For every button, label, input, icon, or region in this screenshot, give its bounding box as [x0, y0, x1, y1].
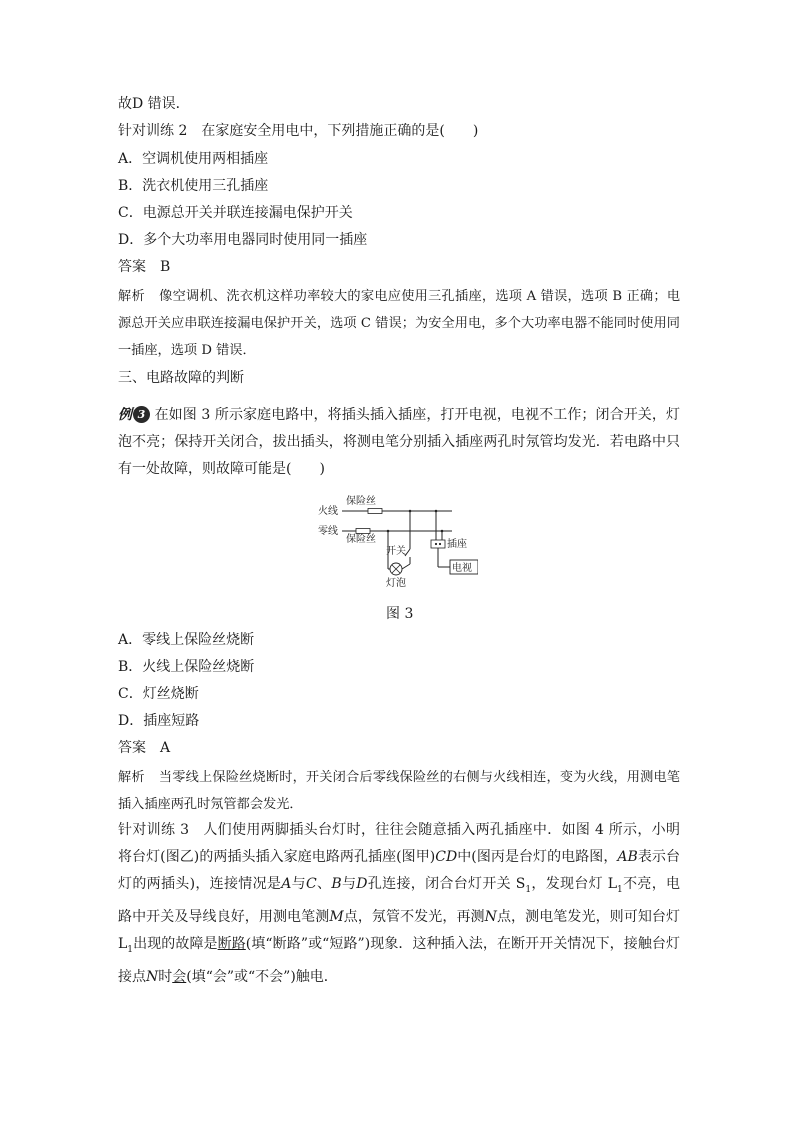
- text-run: 表示台灯的两插头)，连接情况是: [118, 849, 680, 892]
- neutral-wire-label: 零线: [318, 526, 338, 537]
- bulb-label: 灯泡: [386, 578, 406, 589]
- answer-line: [118, 738, 170, 758]
- italic-var: C: [306, 876, 317, 892]
- question-text: 在家庭安全用电中，下列措施正确的是( ): [201, 123, 479, 139]
- live-wire-label: 火线: [318, 506, 338, 517]
- answer-value: A: [160, 740, 171, 756]
- italic-var: D: [356, 876, 368, 892]
- analysis-paragraph: [118, 764, 680, 818]
- text-run: 、: [316, 876, 332, 892]
- option-b: B．洗衣机使用三孔插座: [118, 178, 269, 194]
- tv-label: 电视: [452, 563, 472, 574]
- italic-var: M: [329, 908, 344, 925]
- option-d: D．插座短路: [118, 713, 200, 729]
- option-c: C．电源总开关并联连接漏电保护开关: [118, 205, 353, 221]
- analysis-text: 当零线上保险丝烧断时，开关闭合后零线保险丝的右侧与火线相连，变为火线，用测电笔插入插座两孔时氖管都会发光．: [118, 770, 680, 812]
- italic-var: A: [281, 876, 292, 892]
- fuse-top-label: 保险丝: [346, 496, 376, 507]
- practice-3-paragraph: [118, 817, 680, 991]
- example-number: 3: [133, 406, 150, 423]
- text-run: 出现的故障是: [133, 935, 218, 952]
- text-run: 时: [158, 968, 173, 985]
- italic-var: N: [484, 908, 497, 925]
- answer-label: 答案: [118, 740, 146, 756]
- option-a: A．空调机使用两相插座: [118, 151, 269, 167]
- text-run: (填“会”或“不会”)触电．: [186, 968, 338, 985]
- italic-var: CD: [435, 849, 458, 865]
- analysis-paragraph: [118, 283, 680, 364]
- socket-label: 插座: [447, 539, 467, 550]
- answer-label: 答案: [118, 259, 146, 275]
- text-run: ，发现台灯 L: [531, 876, 618, 892]
- practice-label: 针对训练 2: [118, 123, 188, 139]
- fuse-bottom-label: 保险丝: [346, 534, 376, 545]
- switch-label: 开关: [386, 546, 406, 557]
- italic-var: AB: [617, 849, 638, 865]
- answer-line: [118, 257, 170, 277]
- analysis-label: 解析: [118, 770, 145, 785]
- fuse-bottom-icon: [356, 529, 370, 534]
- answer-blank: 断路: [217, 935, 246, 952]
- socket-icon: [431, 540, 445, 548]
- italic-var: N: [146, 968, 159, 985]
- example-label: 例: [118, 407, 132, 423]
- text-line: 故D 错误．: [118, 96, 190, 112]
- subscript: 1: [127, 944, 134, 955]
- option-c: C．灯丝烧断: [118, 686, 199, 702]
- italic-var: B: [331, 876, 342, 892]
- practice-2-question: [118, 121, 478, 141]
- fuse-top-icon: [368, 509, 382, 514]
- text-run: 与: [291, 876, 306, 892]
- figure-caption: 图 3: [386, 606, 414, 622]
- text-run: 人们使用两脚插头台灯时，往往会随意插入两孔插座中．如图 4 所示，小明将台灯(图乙)的两插头插入家庭电路两孔插座(图甲): [118, 822, 681, 865]
- subscript: 1: [525, 884, 532, 895]
- circuit-diagram: [318, 494, 478, 594]
- text-run: 点，测电笔发光，则可知台灯 L: [118, 908, 681, 952]
- answer-value: B: [160, 259, 171, 275]
- section-heading: 三、电路故障的判断: [118, 370, 244, 386]
- text-run: 不亮，电路中开关及导线良好，用测电笔测: [118, 876, 681, 925]
- text-run: (填“断路”或“短路”)现象．这种插入法，在断开开关情况下，接触台灯接点: [118, 935, 681, 985]
- text-run: 点，氖管不发光，再测: [343, 908, 485, 925]
- option-b: B．火线上保险丝烧断: [118, 659, 255, 675]
- text-run: 与: [341, 876, 357, 892]
- text-run: 孔连接，闭合台灯开关 S: [367, 876, 526, 892]
- text-run: 中(图丙是台灯的电路图，: [457, 849, 618, 865]
- practice-label: 针对训练 3: [118, 822, 190, 838]
- example-3-paragraph: [118, 402, 680, 483]
- subscript: 1: [617, 884, 623, 895]
- option-d: D．多个大功率用电器同时使用同一插座: [118, 232, 368, 248]
- answer-blank: 会: [172, 968, 187, 985]
- example-text: 在如图 3 所示家庭电路中，将插头插入插座，打开电视，电视不工作；闭合开关，灯泡不亮；保持开关闭合，拔出插头，将测电笔分别插入插座两孔时氖管均发光．若电路中只有一处故障，则故障可能是( ): [118, 407, 681, 477]
- analysis-label: 解析: [118, 289, 145, 304]
- option-a: A．零线上保险丝烧断: [118, 632, 255, 648]
- analysis-text: 像空调机、洗衣机这样功率较大的家电应使用三孔插座，选项 A 错误，选项 B 正确；电源总开关应串联连接漏电保护开关，选项 C 错误；为安全用电，多个大功率电器不能同时使用同一插座，选项 D 错误．: [118, 289, 681, 358]
- example-badge: [118, 402, 150, 429]
